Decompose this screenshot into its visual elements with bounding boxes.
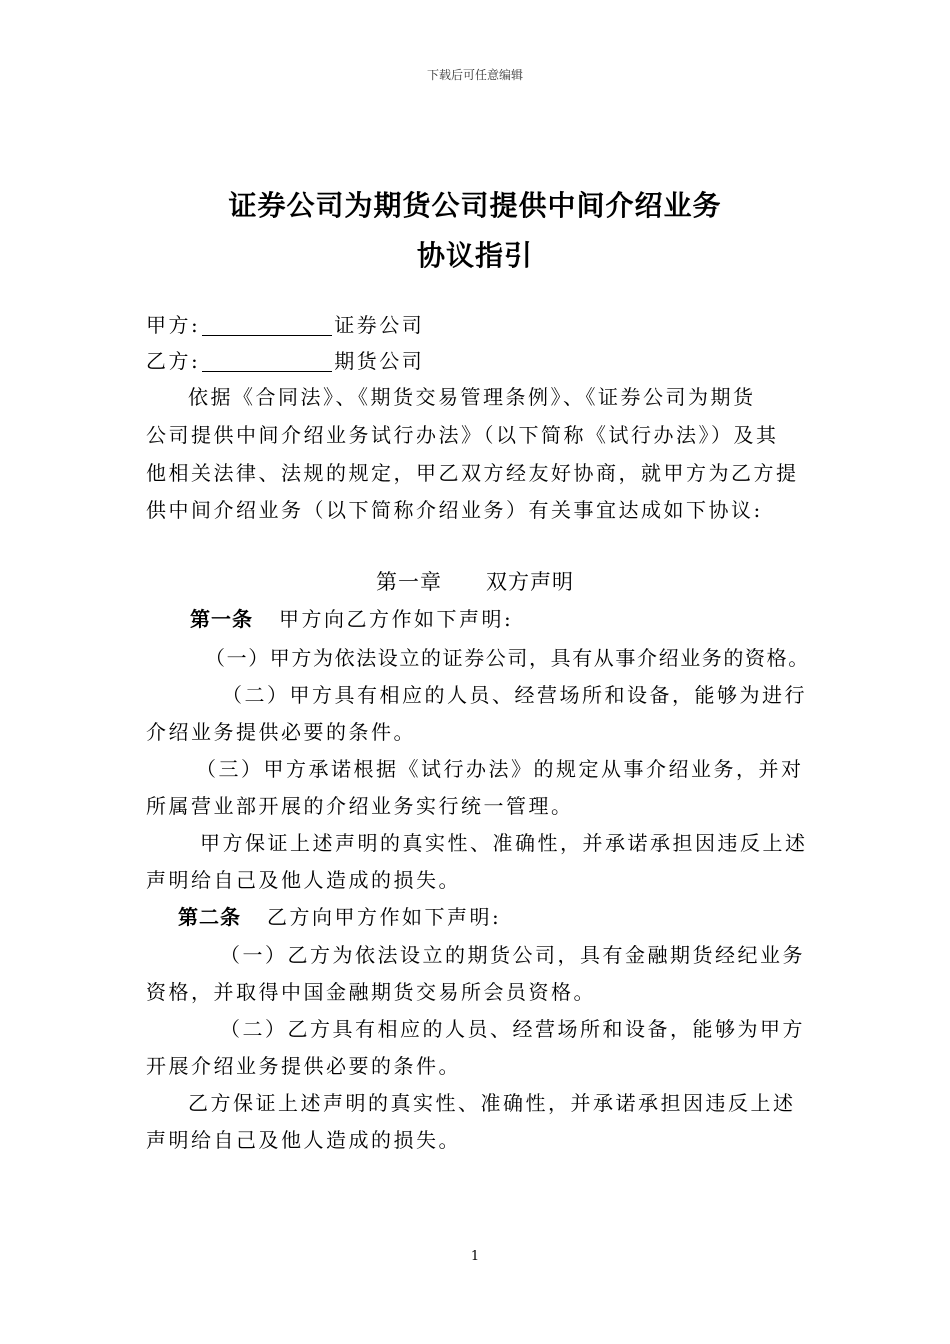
preamble-line: 他相关法律、法规的规定，甲乙双方经友好协商，就甲方为乙方提 [146, 461, 799, 485]
document-title-line-1: 证券公司为期货公司提供中间介绍业务 [228, 189, 722, 222]
article-1-line: （一）甲方为依法设立的证券公司，具有从事介绍业务的资格。 [205, 646, 810, 670]
chapter-1-heading: 第一章 双方声明 [376, 570, 574, 594]
article-1-line: 甲方保证上述声明的真实性、准确性，并承诺承担因违反上述 [200, 831, 808, 855]
party-a-blank [202, 315, 332, 336]
article-1-line: 所属营业部开展的介绍业务实行统一管理。 [146, 794, 574, 818]
article-1-line: 声明给自己及他人造成的损失。 [146, 868, 461, 892]
article-2-line: 开展介绍业务提供必要的条件。 [146, 1054, 461, 1078]
article-2-line: 乙方保证上述声明的真实性、准确性，并承诺承担因违反上述 [188, 1091, 796, 1115]
article-2-intro: 乙方向甲方作如下声明: [267, 905, 502, 929]
article-2-line: （二）乙方具有相应的人员、经营场所和设备，能够为甲方 [220, 1017, 805, 1041]
party-b-blank [202, 351, 332, 372]
party-a-suffix: 证券公司 [334, 313, 425, 337]
document-title-line-2: 协议指引 [416, 239, 533, 272]
article-1-line: （三）甲方承诺根据《试行办法》的规定从事介绍业务，并对 [196, 757, 804, 781]
article-2-line: （一）乙方为依法设立的期货公司，具有金融期货经纪业务 [220, 943, 805, 967]
page-header-note: 下载后可任意编辑 [426, 68, 523, 82]
article-1-intro: 甲方向乙方作如下声明: [279, 607, 514, 631]
party-b-label: 乙方: [146, 349, 201, 373]
preamble-line: 公司提供中间介绍业务试行办法》（以下简称《试行办法》）及其 [146, 423, 779, 447]
party-a-label: 甲方: [146, 313, 201, 337]
article-2-heading [178, 901, 501, 930]
party-a-line [146, 309, 424, 338]
article-2-line: 声明给自己及他人造成的损失。 [146, 1128, 461, 1152]
article-2-label: 第二条 [178, 905, 241, 929]
preamble-line: 依据《合同法》、《期货交易管理条例》、《证券公司为期货 [188, 385, 756, 409]
party-b-suffix: 期货公司 [334, 349, 425, 373]
page-number: 1 [470, 1249, 480, 1264]
preamble-line: 供中间介绍业务（以下简称介绍业务）有关事宜达成如下协议: [146, 498, 763, 522]
article-1-line: 介绍业务提供必要的条件。 [146, 720, 416, 744]
article-1-label: 第一条 [190, 607, 253, 631]
article-1-line: （二）甲方具有相应的人员、经营场所和设备，能够为进行 [222, 683, 807, 707]
party-b-line [146, 345, 424, 374]
article-2-line: 资格，并取得中国金融期货交易所会员资格。 [146, 980, 596, 1004]
article-1-heading [190, 603, 513, 632]
